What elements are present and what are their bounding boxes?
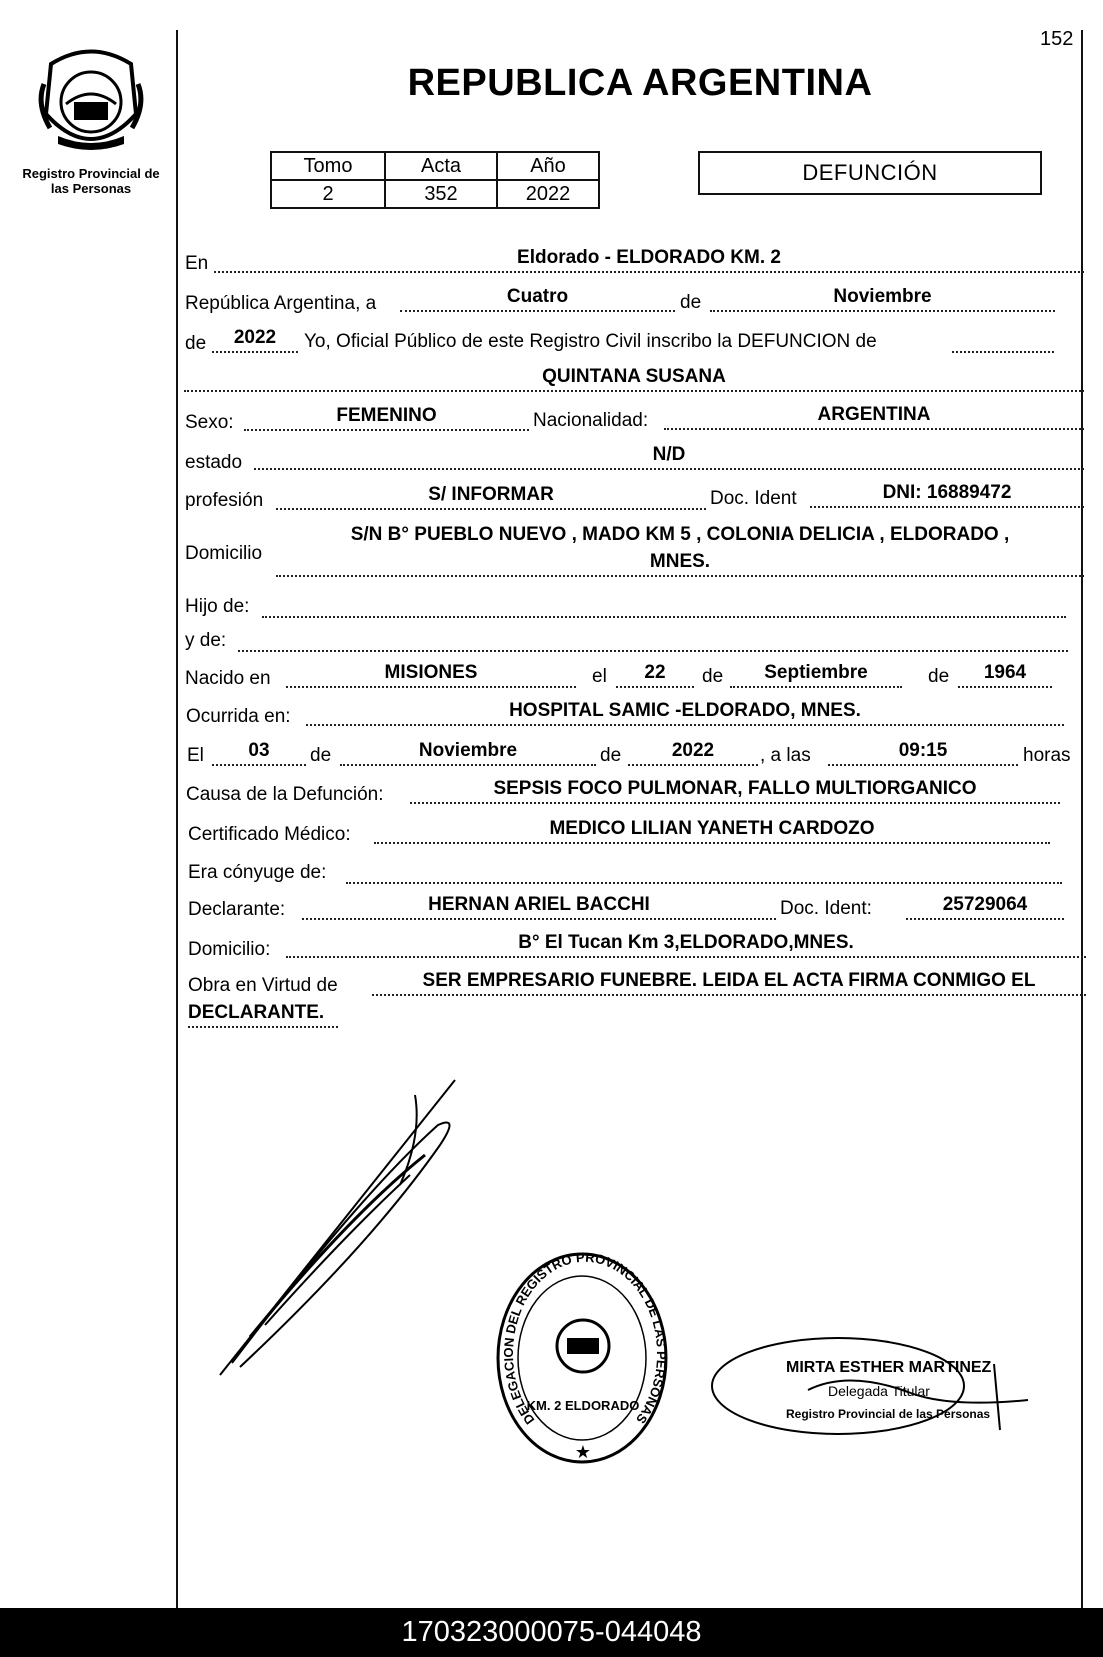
birth-de-label-2: de — [928, 666, 950, 687]
doc-ident-value: DNI: 16889472 — [810, 482, 1084, 508]
estado-label: estado — [185, 452, 243, 473]
el-label: el — [592, 666, 607, 687]
a-las-label: , a las — [760, 745, 811, 766]
svg-text:MIRTA ESTHER MARTINEZ: MIRTA ESTHER MARTINEZ — [786, 1359, 992, 1376]
declarante-doc-label: Doc. Ident: — [780, 898, 872, 919]
death-el-label: El — [187, 745, 204, 766]
horas-label: horas — [1023, 745, 1071, 766]
svg-text:Registro Provincial de las Per: Registro Provincial de las Personas — [786, 1407, 991, 1421]
obra-label: Obra en Virtud de — [188, 975, 338, 996]
sexo-value: FEMENINO — [244, 405, 529, 431]
conyuge-label: Era cónyuge de: — [188, 862, 327, 883]
certificado-label: Certificado Médico: — [188, 824, 351, 845]
table-header-ano: Año — [497, 152, 599, 180]
profesion-label: profesión — [185, 490, 264, 511]
nacionalidad-label: Nacionalidad: — [533, 410, 649, 431]
sexo-label: Sexo: — [185, 412, 234, 433]
statement-blank — [952, 327, 1054, 353]
day-word-value: Cuatro — [400, 286, 675, 312]
declarante-label: Declarante: — [188, 899, 286, 920]
ocurrida-en-value: HOSPITAL SAMIC -ELDORADO, MNES. — [306, 700, 1064, 726]
declarante-domicilio-label: Domicilio: — [188, 939, 271, 960]
obra-value-line1: SER EMPRESARIO FUNEBRE. LEIDA EL ACTA FIRMA CONMIGO EL — [372, 970, 1086, 996]
statement-text: Yo, Oficial Público de este Registro Civil inscribo la DEFUNCION de — [304, 331, 877, 352]
birth-month-value: Septiembre — [730, 662, 902, 688]
certificado-value: MEDICO LILIAN YANETH CARDOZO — [374, 818, 1050, 844]
registry-label: Registro Provincial de las Personas — [22, 166, 160, 196]
causa-label: Causa de la Defunción: — [186, 784, 384, 805]
year-value: 2022 — [212, 327, 298, 353]
death-year-value: 2022 — [628, 740, 758, 766]
death-de-label-1: de — [310, 745, 332, 766]
domicilio-value-line1: S/N B° PUEBLO NUEVO , MADO KM 5 , COLONIA DELICIA , ELDORADO , — [350, 524, 1010, 545]
republica-label: República Argentina, a — [185, 293, 377, 314]
death-day-value: 03 — [212, 740, 306, 766]
causa-value: SEPSIS FOCO PULMONAR, FALLO MULTIORGANICO — [410, 778, 1060, 804]
ocurrida-en-label: Ocurrida en: — [186, 706, 291, 727]
left-margin-rule — [176, 30, 178, 1608]
hijo-de-blank — [262, 592, 1066, 618]
acta-value: 352 — [385, 180, 497, 208]
profesion-value: S/ INFORMAR — [276, 484, 706, 510]
death-de-label-2: de — [600, 745, 622, 766]
svg-text:DELEGACION DEL REGISTRO PROVIN: DELEGACION DEL REGISTRO PROVINCIAL DE LAS PERSONAS — [500, 1250, 670, 1428]
y-de-blank — [238, 626, 1068, 652]
hijo-de-label: Hijo de: — [185, 596, 250, 617]
tomo-acta-ano-table — [270, 151, 600, 209]
birth-year-value: 1964 — [958, 662, 1052, 688]
birth-day-value: 22 — [616, 662, 694, 688]
svg-text:Delegada Titular: Delegada Titular — [828, 1383, 930, 1399]
ano-value: 2022 — [497, 180, 599, 208]
page-title: REPUBLICA ARGENTINA — [407, 62, 873, 104]
table-header-acta: Acta — [385, 152, 497, 180]
year-prefix-label: de — [185, 333, 207, 354]
death-month-value: Noviembre — [340, 740, 596, 766]
official-signature-stamp — [708, 1330, 1053, 1440]
domicilio-label: Domicilio — [185, 543, 263, 564]
nacido-en-value: MISIONES — [286, 662, 576, 688]
death-time-value: 09:15 — [828, 740, 1018, 766]
declarante-doc-value: 25729064 — [906, 894, 1064, 920]
birth-de-label-1: de — [702, 666, 724, 687]
domicilio-value-line2: MNES. — [276, 551, 1084, 577]
table-header-tomo: Tomo — [271, 152, 385, 180]
declarante-domicilio-value: B° El Tucan Km 3,ELDORADO,MNES. — [286, 932, 1086, 958]
conyuge-blank — [346, 858, 1062, 884]
de-label: de — [680, 292, 702, 313]
record-type-box: DEFUNCIÓN — [698, 151, 1042, 195]
en-label: En — [185, 253, 209, 274]
registry-delegation-stamp — [495, 1250, 670, 1470]
nacionalidad-value: ARGENTINA — [664, 404, 1084, 430]
province-seal-logo — [36, 44, 146, 156]
declarant-signature — [210, 1075, 470, 1385]
nacido-en-label: Nacido en — [185, 668, 271, 689]
declarante-value: HERNAN ARIEL BACCHI — [302, 894, 776, 920]
month-value: Noviembre — [710, 286, 1055, 312]
page-number: 152 — [1040, 28, 1074, 50]
svg-text:★: ★ — [574, 1442, 592, 1463]
footer-barcode-code: 170323000075-044048 — [0, 1608, 1103, 1657]
doc-ident-label: Doc. Ident — [710, 488, 797, 509]
y-de-label: y de: — [185, 630, 227, 651]
svg-text:KM. 2 ELDORADO: KM. 2 ELDORADO — [526, 1398, 640, 1413]
deceased-name-value: QUINTANA SUSANA — [184, 366, 1084, 392]
place-value: Eldorado - ELDORADO KM. 2 — [214, 247, 1084, 273]
estado-value: N/D — [254, 444, 1084, 470]
tomo-value: 2 — [271, 180, 385, 208]
obra-value-line2: DECLARANTE. — [188, 1002, 338, 1028]
